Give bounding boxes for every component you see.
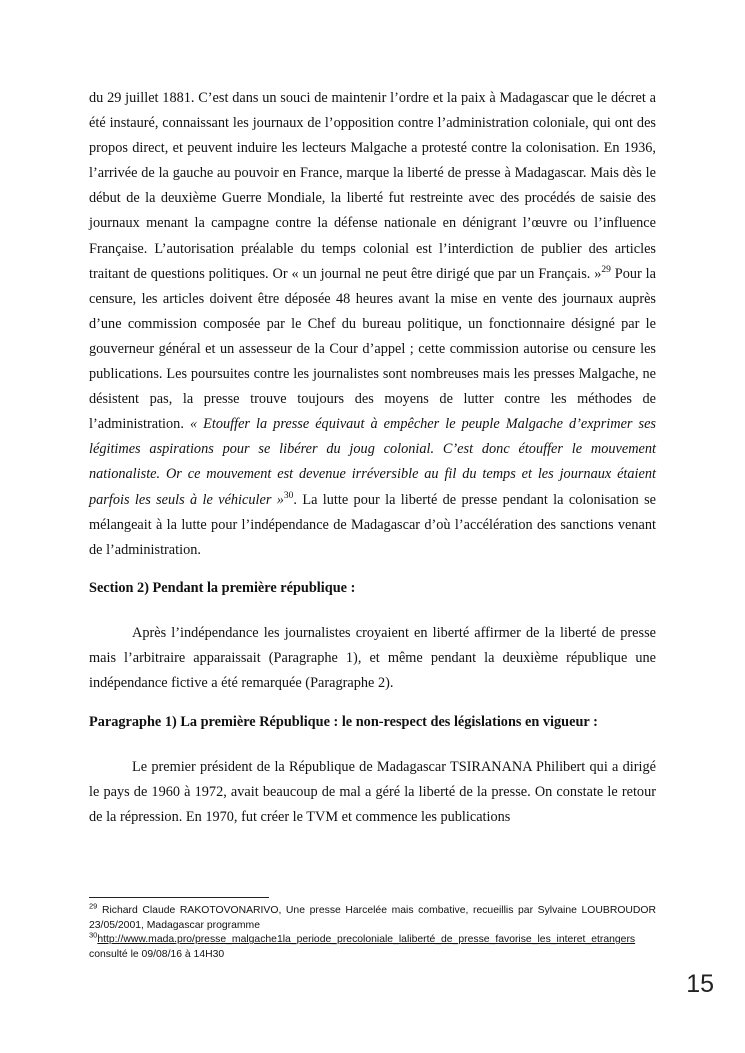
page-number: 15 [686,970,714,998]
paragraph-1-body: Le premier président de la République de Madagascar TSIRANANA Philibert qui a dirigé le pays de 1960 à 1972, avait beaucoup de mal a géré la liberté de la presse. On constate le retour de la répression. En 1970, fut créer le TVM et commence les publications [89,759,656,826]
body-text [89,86,656,831]
footnotes [89,897,656,962]
section-2-intro: Après l’indépendance les journalistes croyaient en liberté affirmer de la liberté de presse mais l’arbitraire apparaissait (Paragraphe 1), et même pendant la deuxième république une indépendance fictive a été remarquée (Paragraphe 2). [89,624,656,692]
footnote-ref-29[interactable]: 29 [601,264,611,275]
footnote-ref-30[interactable]: 30 [283,490,294,501]
footnote-divider [89,897,269,898]
paragraph-1-heading: Paragraphe 1) La première République : le non-respect des législations en vigueur : [89,714,598,731]
colonial-paragraph: du 29 juillet 1881. C’est dans un souci de maintenir l’ordre et la paix à Madagascar que le décret a été instauré, connaissant les journaux de l’opposition contre l’administration coloniale, qui ont des propos direct, et peuvent induire les lecteurs Malgache a protesté contre la colonisation. En 1936, l’arrivée de la gauche au pouvoir en France, marque la liberté de presse à Madagascar. Mais dès le début de la deuxième Guerre Mondiale, la liberté fut restreinte avec des procédés de saisie des journaux menant la campagne contre la défense nationale en dénigrant l’œuvre ou l’influence Française. L’autorisation préalable du temps colonial est l’interdiction de publier des articles traitant de questions politiques. Or « un journal ne peut être dirigé que par un Français. »$^{29}$ Pour la censure, les articles doivent être déposée 48 heures avant la mise en vente des journaux auprès d’une commission composée par le Chef du bureau politique, un fonctionnaire désigné par le gouverneur général et un assesseur de la Cour d’appel ; cette commission autorise ou censure les publications. Les poursuites contre les journalistes sont nombreuses mais les presses Malgache, ne désistent pas, la presse trouve toujours des moyens de lutter contre les méthodes de l’administration. « Etouffer la presse équivaut à empêcher le peuple Malgache d’exprimer ses légitimes aspirations pour se libérer du joug colonial. C’est donc étouffer le mouvement nationaliste. Or ce mouvement est devenue irréversible au fil du temps et les journaux étaient parfois les seuls à le véhiculer »$^{30}$. La lutte pour la liberté de presse pendant la colonisation se mélangeait à la lutte pour l’indépendance de Madagascar d’où l’accélération des sanctions venant de l’administration. [89,90,656,558]
footnote-30: $^{30}$http://www.mada.pro/presse_malgache1la_periode_precoloniale_laliberté_de_presse_favorise_les_interet_etrangers consulté le 09/08/16 à 14H30 [89,930,636,960]
footnote-30-link[interactable]: http://www.mada.pro/presse_malgache1la_periode_precoloniale_laliberté_de_presse_favorise_les_interet_etrangers [97,934,636,946]
italic-quote: « Etouffer la presse équivaut à empêcher le peuple Malgache d’exprimer ses légitimes aspirations pour se libérer du joug colonial. C’est donc étouffer le mouvement nationaliste. Or ce mouvement est devenue irréversible au fil du temps et les journaux étaient parfois les seuls à le véhiculer » [89,416,656,508]
footnote-29: $^{29}$ Richard Claude RAKOTOVONARIVO, Une presse Harcelée mais combative, recueillis par Sylvaine LOUBROUDOR 23/05/2001, Madagascar programme [89,901,656,931]
section-2-heading: Section 2) Pendant la première république : [89,579,356,596]
